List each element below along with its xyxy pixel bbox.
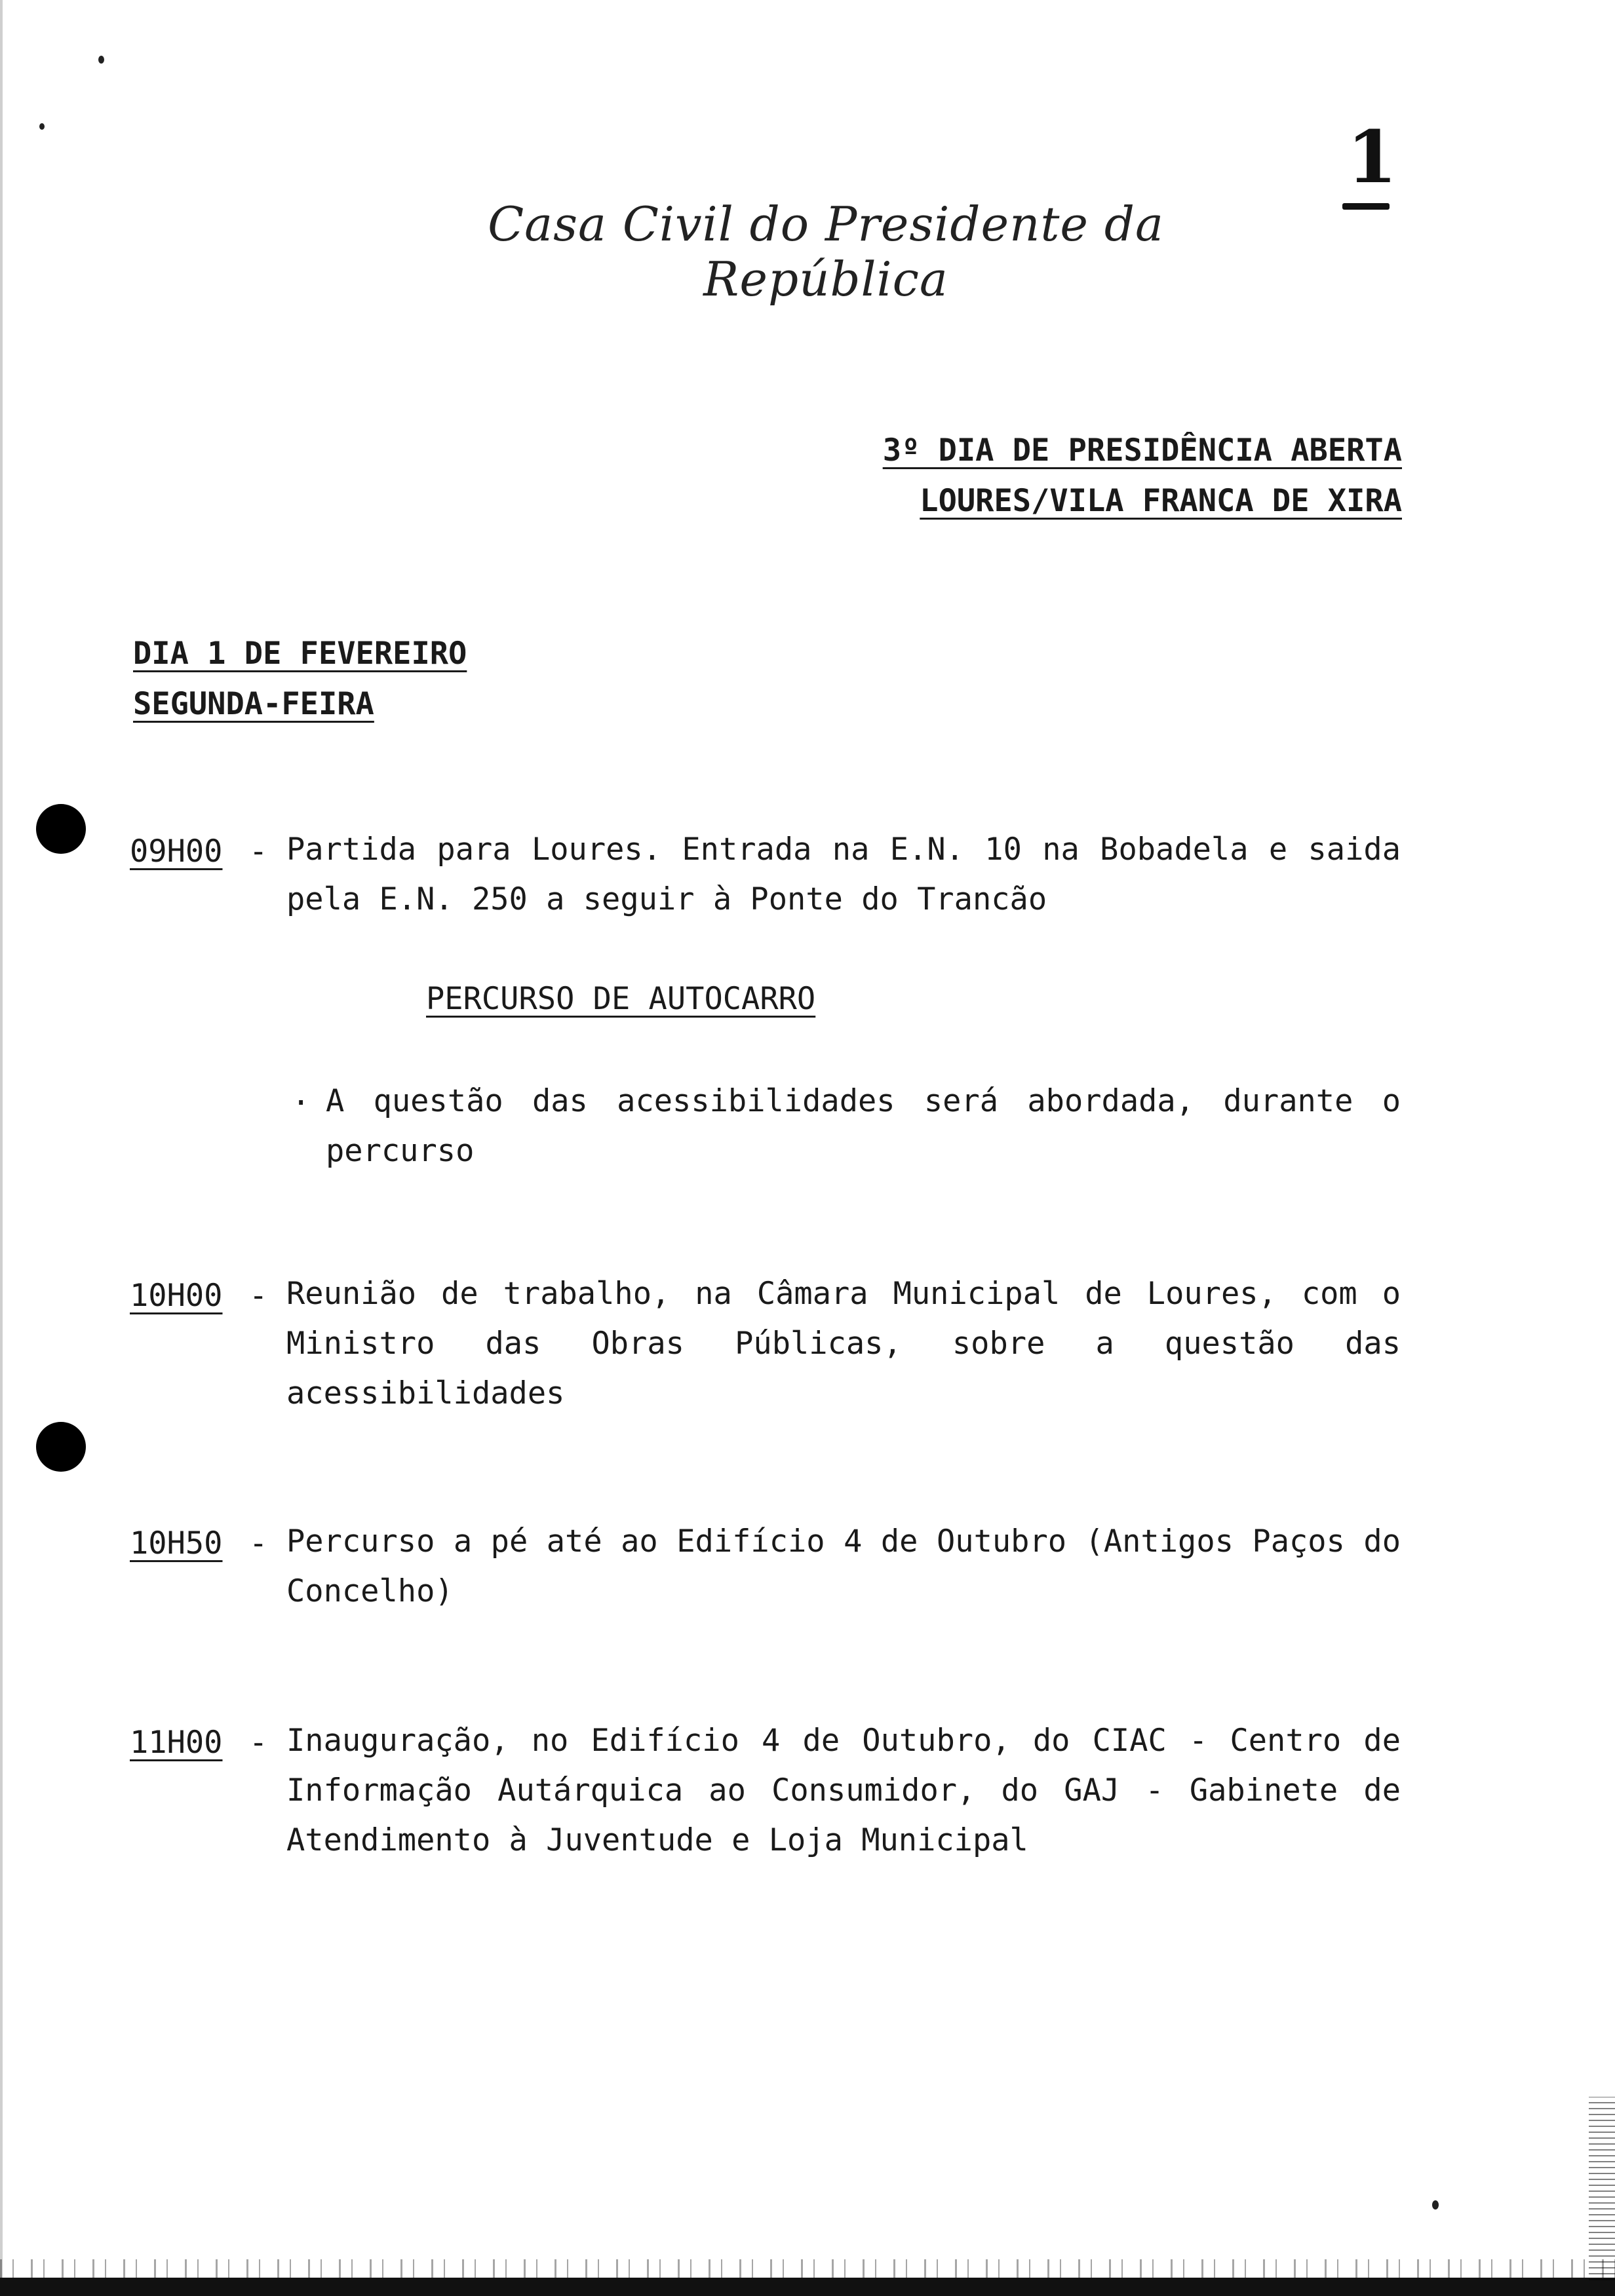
document-title: 3º DIA DE PRESIDÊNCIA ABERTA [882,432,1402,469]
schedule-separator: - [249,1725,268,1761]
scan-speck [39,123,45,130]
schedule-separator: - [249,1278,268,1314]
page-number-underline [1342,203,1390,210]
scan-speck [1432,2200,1439,2210]
scan-edge-left [0,0,3,2296]
schedule-entry-text: Percurso a pé até ao Edifício 4 de Outubro (Antigos Paços do Concelho) [286,1523,1401,1609]
date-heading: DIA 1 DE FEVEREIRO [133,636,467,672]
schedule-time: 10H50 [130,1525,223,1561]
schedule-time: 11H00 [130,1725,223,1761]
handwritten-page-number: 1 [1347,115,1397,199]
letterhead: Casa Civil do Presidente da República [488,197,1164,307]
scan-edge-bottom [0,2278,1615,2296]
scan-noise-right [1589,2097,1615,2280]
schedule-separator: - [249,833,268,870]
schedule-time: 10H00 [130,1278,223,1314]
note-marker: . [292,1077,311,1113]
scan-noise-bottom [0,2259,1615,2278]
schedule-entry-text: Partida para Loures. Entrada na E.N. 10 na Bobadela e saida pela E.N. 250 a seguir à Ponte do Trancão [286,832,1401,917]
section-subheading: PERCURSO DE AUTOCARRO [426,981,816,1017]
scan-speck [98,56,104,64]
punch-hole-dot [36,1422,86,1472]
document-subtitle: LOURES/VILA FRANCA DE XIRA [920,483,1402,519]
schedule-separator: - [249,1525,268,1561]
schedule-time: 09H00 [130,833,223,870]
weekday-heading: SEGUNDA-FEIRA [133,686,374,722]
schedule-entry-text: Inauguração, no Edifício 4 de Outubro, do CIAC - Centro de Informação Autárquica ao Consumidor, do GAJ - Gabinete de Atendimento à Juventude e Loja Municipal [286,1723,1401,1858]
schedule-entry-text: Reunião de trabalho, na Câmara Municipal de Loures, com o Ministro das Obras Públicas, sobre a questão das acessibilidades [286,1276,1401,1411]
punch-hole-dot [36,804,86,854]
note-text: A questão das acessibilidades será abordada, durante o percurso [326,1083,1401,1169]
